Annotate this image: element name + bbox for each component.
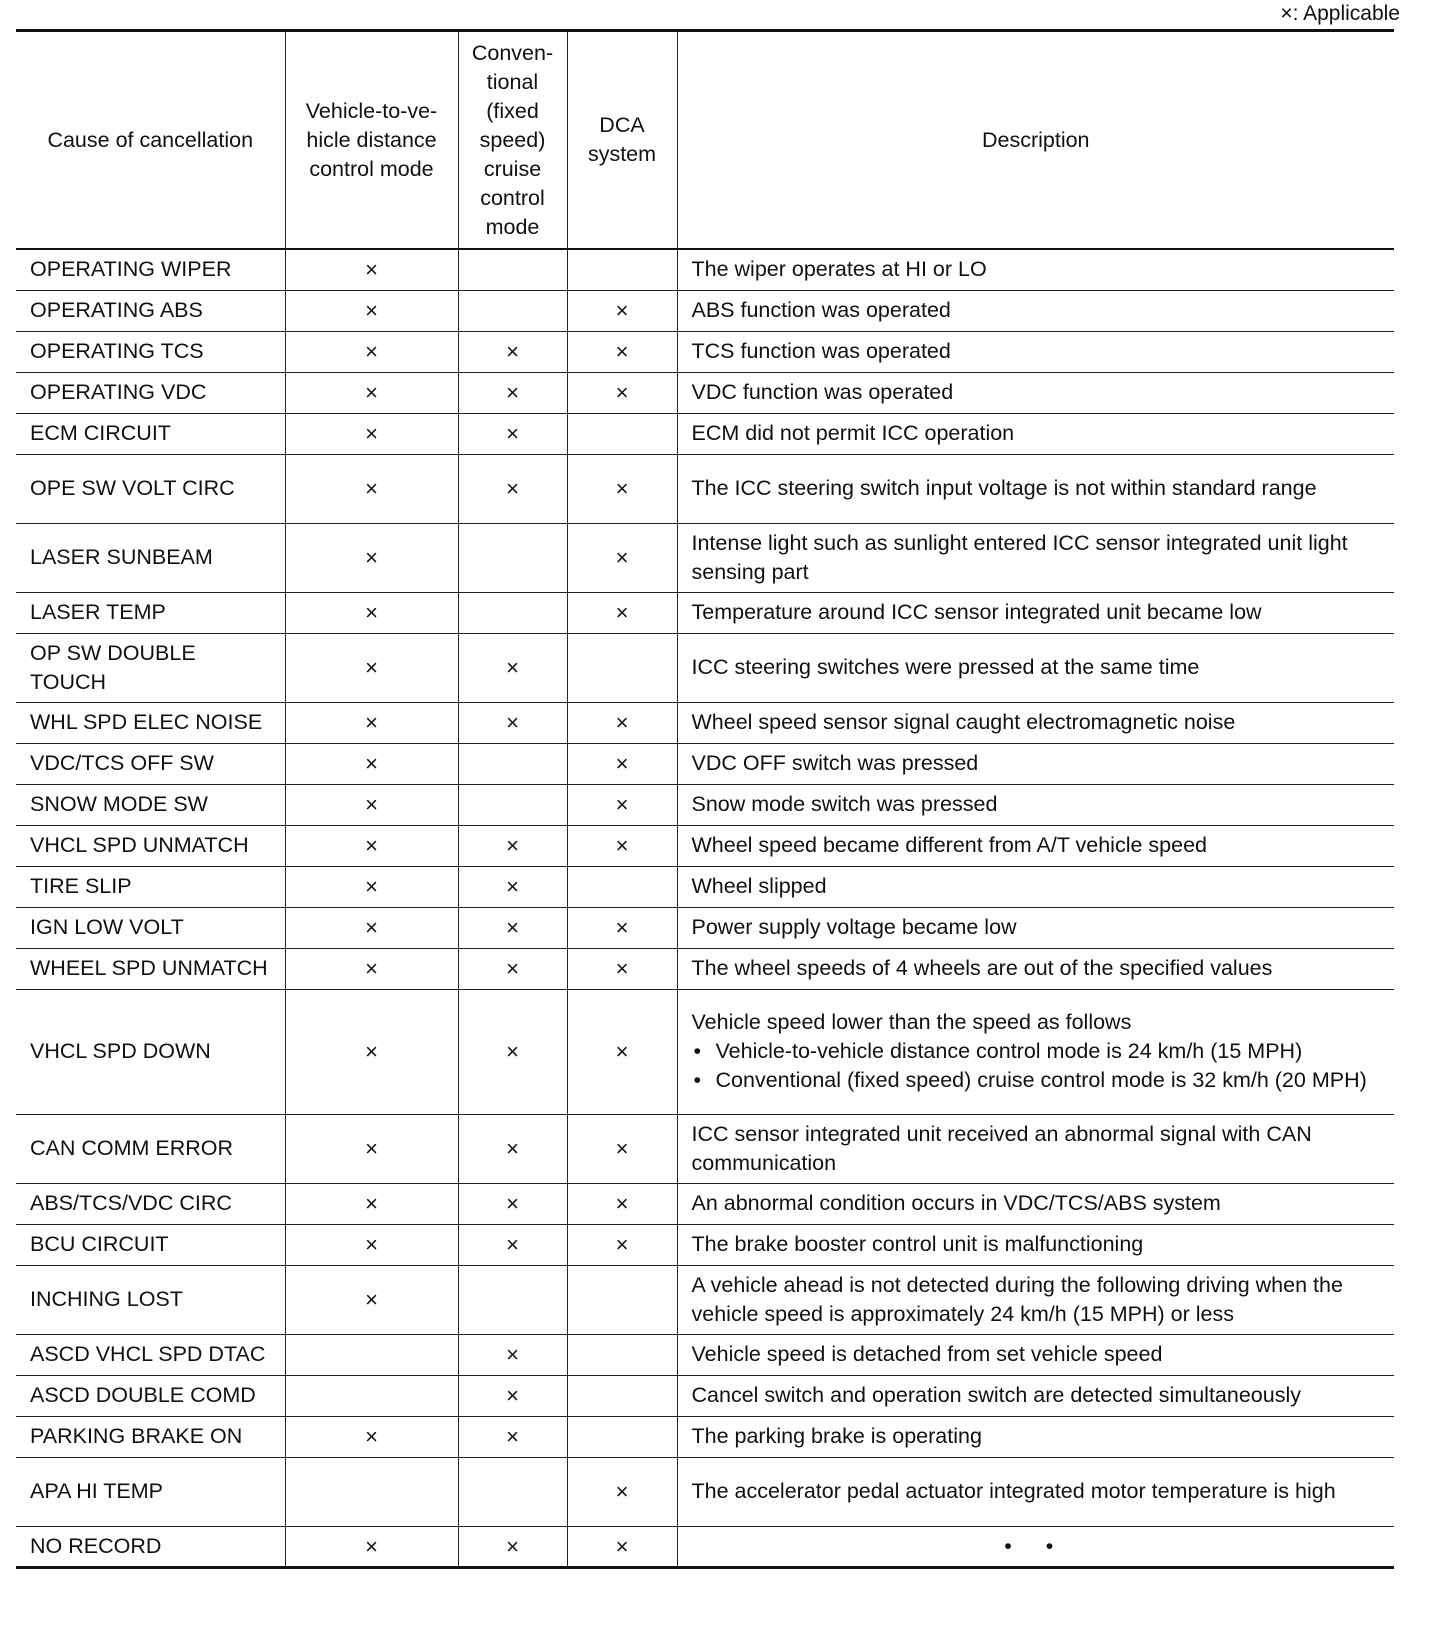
table-row (16, 523, 1394, 592)
description-text: The wheel speeds of 4 wheels are out of the specified values (691, 956, 1273, 980)
description-text: ABS function was operated (691, 298, 951, 322)
cause-cell: TIRE SLIP (30, 874, 132, 898)
description-cell (677, 1224, 1394, 1265)
conventional-mark (458, 249, 567, 290)
table-row (16, 1183, 1394, 1224)
description-text: An abnormal condition occurs in VDC/TCS/ABS system (691, 1191, 1221, 1215)
conventional-mark (458, 743, 567, 784)
table-row (16, 989, 1394, 1114)
table-row (16, 372, 1394, 413)
dca-mark (567, 1416, 677, 1457)
conventional-mark: × (458, 633, 567, 702)
conventional-mark: × (458, 1183, 567, 1224)
dca-mark: × (567, 948, 677, 989)
description-text: ICC steering switches were pressed at the same time (691, 655, 1200, 679)
cause-cell: OP SW DOUBLE TOUCH (30, 640, 196, 694)
description-cell: • • (677, 1526, 1394, 1567)
dca-mark (567, 1265, 677, 1334)
vehicle-distance-mark (285, 1457, 458, 1526)
cause-cell: ABS/TCS/VDC CIRC (30, 1191, 232, 1215)
dca-mark: × (567, 825, 677, 866)
description-text: TCS function was operated (691, 339, 951, 363)
table-row (16, 1526, 1394, 1567)
description-cell (677, 907, 1394, 948)
description-cell (677, 523, 1394, 592)
vehicle-distance-mark: × (285, 1265, 458, 1334)
description-text: Cancel switch and operation switch are detected simultaneously (691, 1383, 1301, 1407)
table-row (16, 784, 1394, 825)
vehicle-distance-mark: × (285, 702, 458, 743)
cause-cell: ECM CIRCUIT (30, 421, 171, 445)
description-cell (677, 454, 1394, 523)
conventional-mark (458, 290, 567, 331)
cause-cell: OPERATING TCS (30, 339, 204, 363)
description-cell (677, 372, 1394, 413)
dca-mark (567, 1334, 677, 1375)
cause-cell: OPERATING WIPER (30, 257, 232, 282)
dca-mark: × (567, 743, 677, 784)
dca-mark: × (567, 290, 677, 331)
conventional-mark (458, 784, 567, 825)
conventional-mark: × (458, 413, 567, 454)
vehicle-distance-mark: × (285, 1416, 458, 1457)
cause-cell: WHEEL SPD UNMATCH (30, 956, 268, 980)
description-cell (677, 743, 1394, 784)
conventional-mark: × (458, 1375, 567, 1416)
table-row (16, 249, 1394, 290)
description-cell (677, 331, 1394, 372)
vehicle-distance-mark: × (285, 743, 458, 784)
conventional-mark: × (458, 989, 567, 1114)
cause-cell: IGN LOW VOLT (30, 915, 184, 939)
dca-mark: × (567, 1457, 677, 1526)
header-cause: Cause of cancellation (47, 127, 254, 152)
description-text: VDC function was operated (691, 380, 954, 404)
description-text: Vehicle speed lower than the speed as follows (691, 1010, 1132, 1034)
header-vehicle-distance-mode: Vehicle-to-ve- hicle distance control mode (285, 31, 458, 250)
table-row (16, 1457, 1394, 1526)
table-row (16, 1416, 1394, 1457)
vehicle-distance-mark: × (285, 907, 458, 948)
vehicle-distance-mark: × (285, 331, 458, 372)
description-text: Intense light such as sunlight entered ICC sensor integrated unit light sensing part (691, 530, 1348, 584)
description-text: The accelerator pedal actuator integrated motor temperature is high (691, 1479, 1336, 1503)
description-cell (677, 413, 1394, 454)
description-text: The parking brake is operating (691, 1424, 982, 1448)
vehicle-distance-mark: × (285, 454, 458, 523)
header-conventional-mode: Conven- tional (fixed speed) cruise control mode (458, 31, 567, 250)
dca-mark: × (567, 1224, 677, 1265)
description-cell (677, 592, 1394, 633)
description-cell (677, 784, 1394, 825)
bullet-list (692, 1037, 1381, 1095)
description-cell (677, 1375, 1394, 1416)
description-text: Wheel slipped (691, 874, 827, 898)
header-row (16, 31, 1394, 250)
vehicle-distance-mark: × (285, 825, 458, 866)
description-cell (677, 989, 1394, 1114)
table-row (16, 290, 1394, 331)
dca-mark: × (567, 784, 677, 825)
dca-mark (567, 249, 677, 290)
table-row (16, 1114, 1394, 1183)
dca-mark: × (567, 592, 677, 633)
description-cell (677, 1114, 1394, 1183)
dca-mark: × (567, 907, 677, 948)
cause-cell: LASER SUNBEAM (30, 545, 213, 569)
description-text: VDC OFF switch was pressed (691, 751, 979, 775)
conventional-mark: × (458, 331, 567, 372)
conventional-mark: × (458, 702, 567, 743)
cause-cell: APA HI TEMP (30, 1479, 164, 1503)
description-text: Snow mode switch was pressed (691, 792, 998, 816)
dca-mark (567, 413, 677, 454)
table-row (16, 702, 1394, 743)
conventional-mark (458, 1457, 567, 1526)
conventional-mark: × (458, 948, 567, 989)
dca-mark: × (567, 331, 677, 372)
table-row (16, 1265, 1394, 1334)
description-text: Wheel speed sensor signal caught electromagnetic noise (691, 710, 1236, 734)
vehicle-distance-mark: × (285, 1114, 458, 1183)
cancellation-table (16, 29, 1394, 1569)
vehicle-distance-mark: × (285, 249, 458, 290)
description-text: Wheel speed became different from A/T vehicle speed (691, 833, 1207, 857)
table-row (16, 1334, 1394, 1375)
description-text: Power supply voltage became low (691, 915, 1017, 939)
cause-cell: ASCD DOUBLE COMD (30, 1383, 256, 1407)
cause-cell: OPE SW VOLT CIRC (30, 476, 235, 500)
dca-mark: × (567, 1526, 677, 1567)
vehicle-distance-mark: × (285, 523, 458, 592)
cause-cell: SNOW MODE SW (30, 792, 208, 816)
conventional-mark: × (458, 454, 567, 523)
conventional-mark: × (458, 1224, 567, 1265)
conventional-mark: × (458, 1416, 567, 1457)
vehicle-distance-mark: × (285, 989, 458, 1114)
bullet-item: • Vehicle-to-vehicle distance control mode is 24 km/h (15 MPH) (716, 1037, 1381, 1066)
vehicle-distance-mark: × (285, 784, 458, 825)
vehicle-distance-mark: × (285, 372, 458, 413)
table-row (16, 866, 1394, 907)
cause-cell: OPERATING ABS (30, 298, 203, 322)
description-text: Vehicle speed is detached from set vehicle speed (691, 1342, 1163, 1366)
description-text: The wiper operates at HI or LO (691, 257, 987, 282)
description-cell (677, 866, 1394, 907)
cause-cell: CAN COMM ERROR (30, 1136, 234, 1160)
dca-mark: × (567, 523, 677, 592)
description-cell (677, 633, 1394, 702)
table-row (16, 825, 1394, 866)
cause-cell: VHCL SPD DOWN (30, 1039, 211, 1063)
conventional-mark: × (458, 825, 567, 866)
table-row (16, 1375, 1394, 1416)
description-text: A vehicle ahead is not detected during the following driving when the vehicle speed is approximately 24 km/h (15 MPH) or less (691, 1272, 1343, 1326)
description-cell (677, 249, 1394, 290)
conventional-mark (458, 1265, 567, 1334)
dca-mark: × (567, 702, 677, 743)
description-cell (677, 948, 1394, 989)
table-row (16, 592, 1394, 633)
conventional-mark (458, 592, 567, 633)
cause-cell: OPERATING VDC (30, 380, 207, 404)
conventional-mark: × (458, 866, 567, 907)
header-dca-system: DCA system (567, 31, 677, 250)
conventional-mark: × (458, 907, 567, 948)
table-row (16, 413, 1394, 454)
conventional-mark: × (458, 1334, 567, 1375)
table-body (16, 249, 1394, 1567)
conventional-mark: × (458, 1526, 567, 1567)
vehicle-distance-mark: × (285, 948, 458, 989)
cause-cell: ASCD VHCL SPD DTAC (30, 1342, 266, 1366)
cause-cell: INCHING LOST (30, 1287, 183, 1311)
dca-mark (567, 866, 677, 907)
description-cell (677, 1265, 1394, 1334)
description-text: The brake booster control unit is malfunctioning (691, 1232, 1144, 1256)
vehicle-distance-mark: × (285, 1526, 458, 1567)
legend: ×: Applicable (1280, 2, 1400, 25)
description-cell (677, 825, 1394, 866)
description-cell (677, 1183, 1394, 1224)
dca-mark: × (567, 1183, 677, 1224)
cause-cell: NO RECORD (30, 1533, 162, 1558)
conventional-mark: × (458, 372, 567, 413)
cause-cell: WHL SPD ELEC NOISE (30, 710, 263, 734)
cause-cell: VHCL SPD UNMATCH (30, 833, 249, 857)
vehicle-distance-mark: × (285, 1183, 458, 1224)
bullet-item: • Conventional (fixed speed) cruise control mode is 32 km/h (20 MPH) (716, 1066, 1381, 1095)
vehicle-distance-mark (285, 1375, 458, 1416)
conventional-mark (458, 523, 567, 592)
table-row (16, 454, 1394, 523)
table-row (16, 331, 1394, 372)
dca-mark: × (567, 1114, 677, 1183)
description-text: Temperature around ICC sensor integrated unit became low (691, 600, 1262, 624)
description-text: ICC sensor integrated unit received an abnormal signal with CAN communication (691, 1121, 1312, 1175)
dca-mark: × (567, 454, 677, 523)
dca-mark: × (567, 372, 677, 413)
cause-cell: PARKING BRAKE ON (30, 1424, 243, 1448)
dca-mark (567, 1375, 677, 1416)
description-cell (677, 1457, 1394, 1526)
cause-cell: VDC/TCS OFF SW (30, 751, 214, 775)
table-row (16, 907, 1394, 948)
dca-mark (567, 633, 677, 702)
vehicle-distance-mark: × (285, 866, 458, 907)
table-row (16, 633, 1394, 702)
description-text: The ICC steering switch input voltage is not within standard range (691, 476, 1317, 500)
description-cell (677, 1416, 1394, 1457)
dca-mark: × (567, 989, 677, 1114)
table-row (16, 743, 1394, 784)
cause-cell: LASER TEMP (30, 600, 166, 624)
vehicle-distance-mark: × (285, 592, 458, 633)
vehicle-distance-mark: × (285, 290, 458, 331)
cause-cell: BCU CIRCUIT (30, 1232, 169, 1256)
vehicle-distance-mark (285, 1334, 458, 1375)
description-cell (677, 290, 1394, 331)
vehicle-distance-mark: × (285, 1224, 458, 1265)
conventional-mark: × (458, 1114, 567, 1183)
description-text: ECM did not permit ICC operation (691, 421, 1015, 445)
table-row (16, 948, 1394, 989)
vehicle-distance-mark: × (285, 633, 458, 702)
header-description: Description (677, 31, 1394, 250)
table-row (16, 1224, 1394, 1265)
vehicle-distance-mark: × (285, 413, 458, 454)
description-cell (677, 1334, 1394, 1375)
description-cell (677, 702, 1394, 743)
